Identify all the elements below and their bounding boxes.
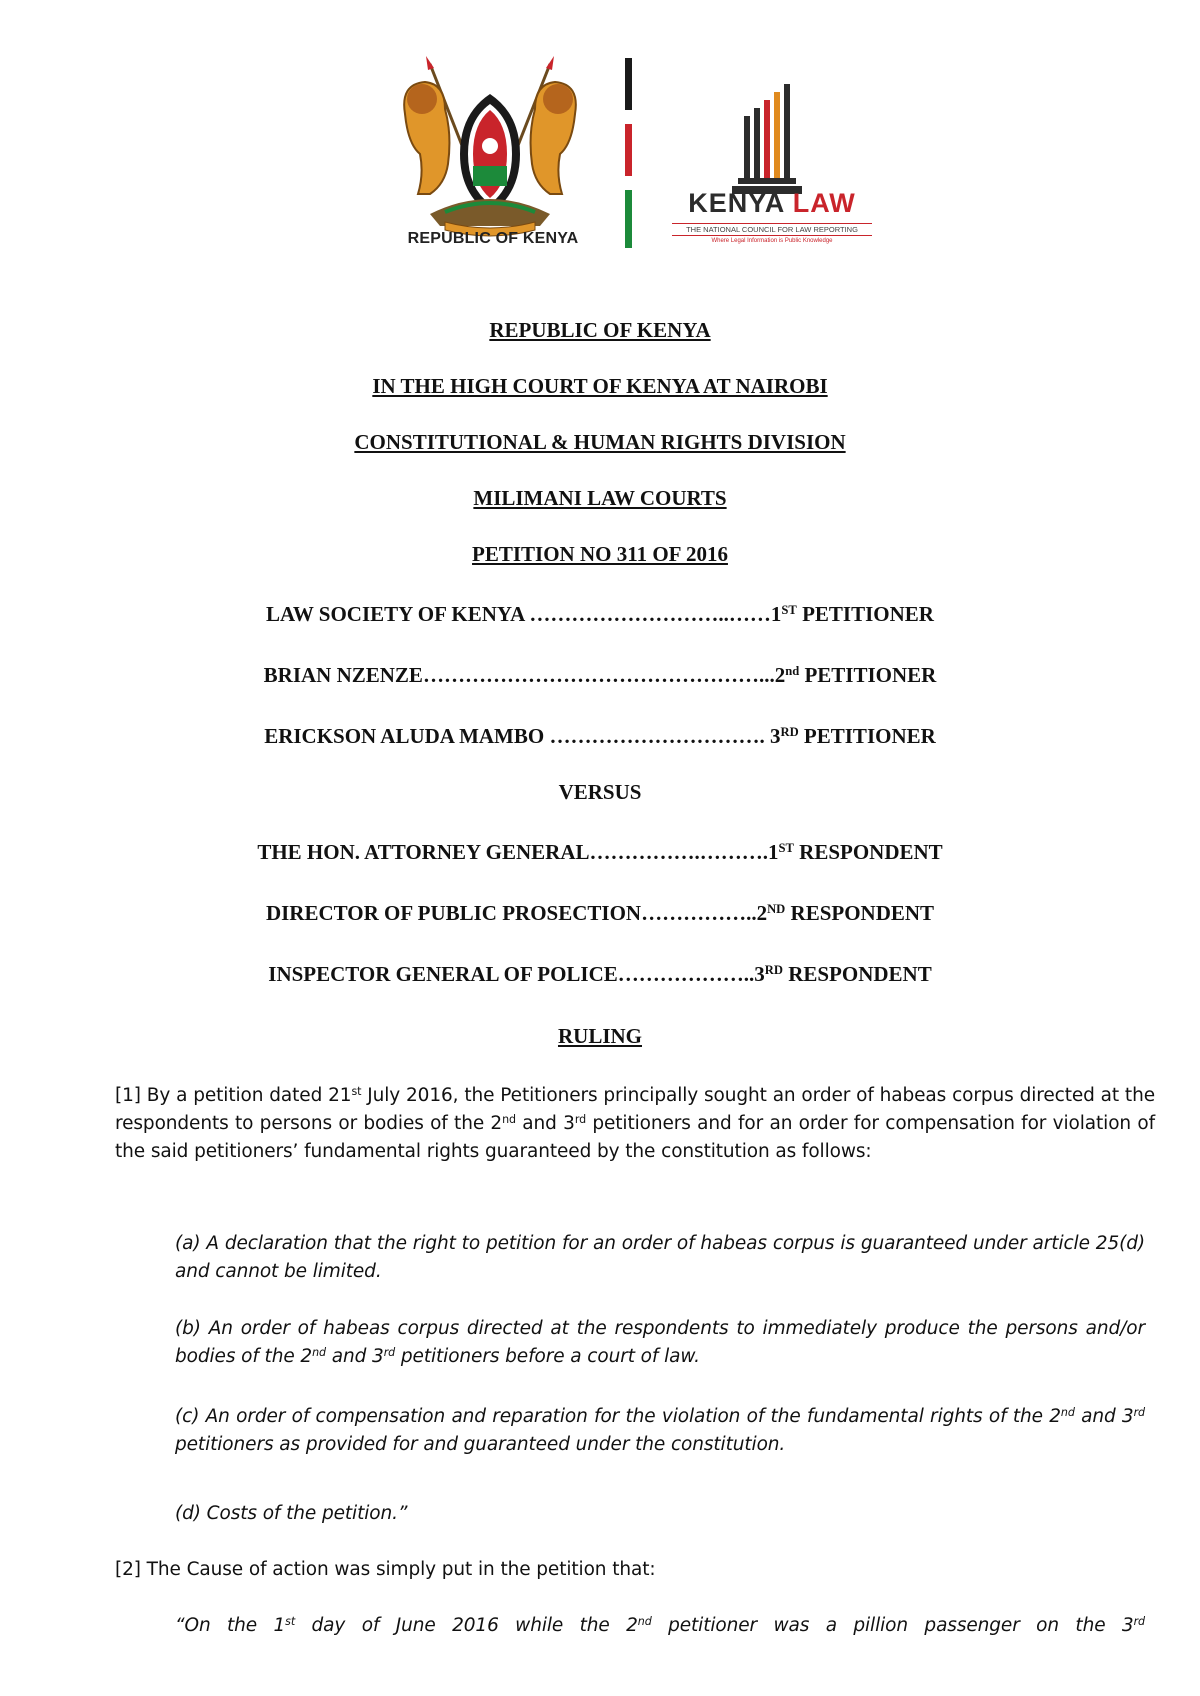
coat-of-arms-icon	[390, 54, 590, 254]
prayer-a: (a) A declaration that the right to petition for an order of habeas corpus is guaranteed under article 25(d) and cannot be limited.	[175, 1233, 1145, 1282]
kenya-law-tagline: Where Legal Information is Public Knowledge	[711, 238, 833, 244]
respondent-1: THE HON. ATTORNEY GENERAL…………….……….1ST RESPONDENT	[257, 840, 943, 864]
coat-of-arms-caption: REPUBLIC OF KENYA	[407, 230, 579, 247]
heading-court: IN THE HIGH COURT OF KENYA AT NAIROBI	[372, 374, 828, 398]
petitioner-3: ERICKSON ALUDA MAMBO …………………………. 3RD PETITIONER	[264, 724, 936, 748]
kenya-law-pillar-icon	[730, 78, 810, 198]
heading-location: MILIMANI LAW COURTS	[473, 486, 727, 510]
respondent-3: INSPECTOR GENERAL OF POLICE………………..3RD RESPONDENT	[268, 962, 932, 986]
kenya-law-word-kenya: KENYA	[688, 188, 785, 218]
petitioner-2: BRIAN NZENZE…………………………………………...2nd PETITIONER	[263, 663, 937, 687]
ruling-title: RULING	[557, 1024, 642, 1048]
petitioner-1: LAW SOCIETY OF KENYA ………………………..……1ST PETITIONER	[266, 602, 934, 626]
heading-division: CONSTITUTIONAL & HUMAN RIGHTS DIVISION	[354, 430, 846, 454]
prayer-b: (b) An order of habeas corpus directed at the respondents to immediately produce the persons and/or bodies of the 2nd and 3rd petitioners before a court of law.	[175, 1318, 1145, 1367]
paragraph-2: [2] The Cause of action was simply put in the petition that:	[115, 1559, 656, 1580]
heading-republic: REPUBLIC OF KENYA	[489, 318, 711, 342]
prayer-d: (d) Costs of the petition.”	[175, 1503, 408, 1524]
respondent-2: DIRECTOR OF PUBLIC PROSECTION……………..2ND RESPONDENT	[265, 901, 935, 925]
kenya-law-word-law: LAW	[792, 188, 856, 218]
prayer-c: (c) An order of compensation and reparation for the violation of the fundamental rights of the 2nd and 3rd petitioners as provided for and guaranteed under the constitution.	[175, 1405, 1145, 1455]
paragraph-1: [1] By a petition dated 21st July 2016, the Petitioners principally sought an order of habeas corpus directed at the respondents to persons or bodies of the 2nd and 3rd petitioners and for an order for compensation for violation of the said petitioners’ fundamental rights guaranteed by the constitution as follows:	[115, 1084, 1155, 1162]
header-logos	[0, 50, 1200, 260]
kenya-flag-bar	[625, 58, 632, 248]
heading-petition-no: PETITION NO 311 OF 2016	[472, 542, 728, 566]
versus-label: VERSUS	[558, 780, 642, 804]
kenya-law-subtitle: THE NATIONAL COUNCIL FOR LAW REPORTING	[672, 223, 872, 236]
quote-start: “On the 1st day of June 2016 while the 2nd petitioner was a pillion passenger on the 3rd	[175, 1614, 1145, 1636]
kenya-law-wordmark	[672, 188, 872, 219]
